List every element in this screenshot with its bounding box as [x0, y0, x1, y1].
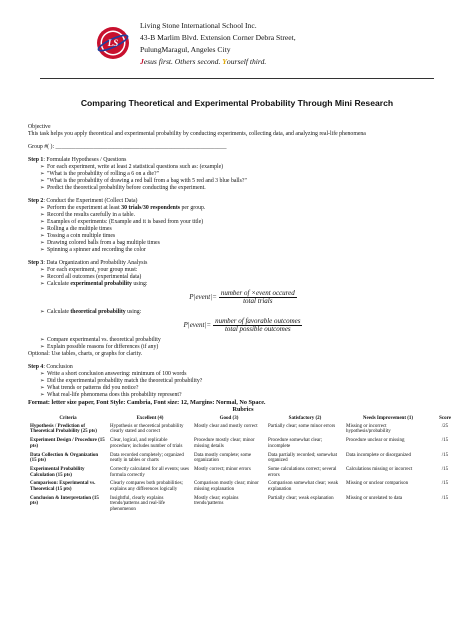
formula-denominator: total trials: [243, 297, 273, 305]
formula-numerator: number of favorable outcomes: [215, 317, 301, 325]
list-item: ➢ Predict the theoretical probability before conducting the experiment.: [40, 185, 458, 192]
list-item: ➢ "What is the probability of drawing a red ball from a bag with 5 red and 3 blue balls?": [40, 178, 458, 185]
list-item: ➢ What real-life phenomena does this probability represent?: [40, 392, 458, 399]
formula-denominator: total possible outcomes: [224, 325, 291, 333]
table-row: Experiment Design / Procedure (15 pts) Clear, logical, and replicable procedure; includes number of trials Procedure mostly clear; minor missing details Procedure somewhat clear; incomplete Procedure unclear or missing /15: [30, 438, 449, 449]
column-header: Good (3): [219, 416, 239, 421]
theoretical-probability-formula: P|event|= $\frac{\text{number of favorable outcomes}}{\text{total possible outcomes}}$: [183, 317, 301, 333]
document-body: [28, 124, 458, 515]
school-logo-icon: [96, 26, 130, 60]
school-address-line1: 43-B Marlim Blvd. Extension Corner Debra Street,: [140, 33, 296, 42]
table-row: Hypothesis / Prediction of Theoretical Probability (25 pts) Hypothesis or theoretical probability clearly stated and correct Mostly clear and mostly correct Partially clear; some minor errors Missing or incorrect hypothesis/probability /25: [30, 423, 449, 435]
objective-text: This task helps you apply theoretical and experimental probability by conducting experiments, collecting data, and analyzing real-life phenomena: [28, 131, 366, 137]
list-item: ➢ For each experiment, write at least 2 statistical questions such as: (example): [40, 164, 458, 171]
table-row: Comparison: Experimental vs. Theoretical (15 pts) Clearly compares both probabilities; explains any differences logically Comparison mostly clear; minor missing explanation Comparison somewhat clear; weak explanation Missing or unclear comparison /15: [30, 481, 449, 493]
column-header: Score: [439, 416, 451, 421]
list-item: ➢ Did the experimental probability match the theoretical probability?: [40, 378, 458, 385]
list-item: ➢ Rolling a die multiple times: [40, 226, 458, 233]
step2-list: [28, 205, 458, 254]
table-header-row: [28, 415, 458, 423]
rubrics-title: Rubrics: [232, 406, 254, 413]
step4-list: [28, 371, 458, 399]
list-item: ➢ Perform the experiment at least 30 trials/30 respondents per group.: [40, 205, 458, 212]
header-divider: [40, 78, 434, 79]
list-item: ➢ Explain possible reasons for differences (if any): [40, 344, 458, 351]
list-item: ➢ Tossing a coin multiple times: [40, 233, 458, 240]
column-header: Needs Improvement (1): [362, 416, 414, 421]
list-item: ➢ "What is the probability of rolling a 6 on a die?": [40, 171, 458, 178]
list-item: ➢ Write a short conclusion answering: minimum of 100 words: [40, 371, 458, 378]
experimental-probability-formula: P|event|= $\frac{\text{number of ×event occured}}{\text{total trials}}$: [189, 289, 295, 305]
group-line: Group #( ): ___________________________________________________________: [28, 144, 227, 150]
logo-lettering: LS: [107, 38, 119, 48]
table-row: Data Collection & Organization (15 pts) Data recorded completely; organized neatly in tables or charts Data mostly complete; some organization Data partially recorded; somewhat organized Data incomplete or disorganized /15: [30, 452, 449, 464]
list-item: ➢ Record the results carefully in a table.: [40, 212, 458, 219]
step3-heading: Step 3: Data Organization and Probability Analysis: [28, 260, 148, 266]
table-row: Experimental Probability Calculation (15 pts) Correctly calculated for all events; uses formula correctly Mostly correct; minor errors Some calculations correct; several errors Calculations missing or incorrect /15: [30, 466, 449, 478]
column-header: Satisfactory (2): [288, 416, 322, 421]
list-item: ➢ Compare experimental vs. theoretical probability: [40, 337, 458, 344]
list-item: ➢ Calculate experimental probability using:: [40, 281, 458, 288]
list-item: ➢ Spinning a spinner and recording the color: [40, 247, 458, 254]
objective-label: Objective: [28, 124, 51, 130]
list-item: ➢ Calculate theoretical probability using:: [40, 309, 458, 316]
school-address-line2: PulungMaragul, Angeles City: [140, 45, 231, 54]
step3-list: [28, 267, 458, 288]
step1-list: [28, 164, 458, 192]
school-name: Living Stone International School Inc.: [140, 21, 257, 30]
list-item: ➢ Record all outcomes (experimental data): [40, 274, 458, 281]
school-motto: Jesus first. Others second. Yourself third.: [140, 57, 267, 66]
list-item: ➢ Drawing colored balls from a bag multiple times: [40, 240, 458, 247]
column-header: Criteria: [59, 416, 77, 421]
list-item: ➢ Examples of experiments: (Example and it is based from your title): [40, 219, 458, 226]
table-row: Conclusion & Interpretation (15 pts) Insightful, clearly explains trends/patterns and real-life phenomenon Mostly clear; explains trends/patterns Partially clear; weak explanation Missing or unrelated to data /15: [30, 495, 449, 513]
formula-numerator: number of ×event occured: [220, 289, 295, 297]
list-item: ➢ For each experiment, your group must:: [40, 267, 458, 274]
document-title: Comparing Theoretical and Experimental Probability Through Mini Research: [80, 98, 394, 108]
rubrics-table: [28, 415, 458, 515]
list-item: ➢ What trends or patterns did you notice?: [40, 385, 458, 392]
step4-heading: Step 4: Conclusion: [28, 364, 73, 370]
optional-note: Optional: Use tables, charts, or graphs for clarity.: [28, 351, 143, 357]
step1-heading: Step 1: Formulate Hypotheses / Questions: [28, 157, 127, 163]
format-note: Format: letter size paper, Font Style: Cambria, Font size: 12, Margins: Normal, No Space.: [28, 399, 266, 406]
step2-heading: Step 2: Conduct the Experiment (Collect Data): [28, 198, 138, 204]
column-header: Excellent (4): [136, 416, 164, 421]
letterhead: [140, 20, 296, 68]
